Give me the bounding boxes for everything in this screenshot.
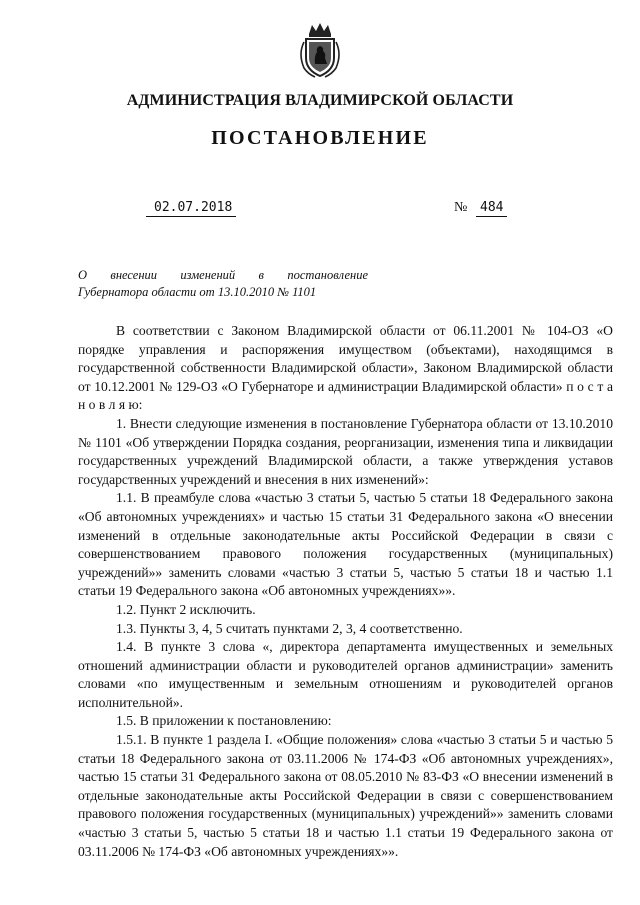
document-date: 02.07.2018: [146, 200, 236, 217]
body-paragraph: 1.2. Пункт 2 исключить.: [116, 601, 256, 617]
subject-line: Губернатора области от 13.10.2010 № 1101: [78, 285, 317, 299]
document-number: 484: [476, 200, 507, 217]
body-paragraph: В соответствии с Законом Владимирской области от 06.11.2001 № 104-ОЗ «О порядке управления и распоряжения имуществом (объектами), находящимся в государственной собственности Владимирской области», Законом Владимирской области от 10.12.2001 № 129-ОЗ «О Губернаторе и администрации Владимирской области» п о с т а н о в л я ю:: [78, 323, 613, 413]
document-subject: [78, 267, 368, 301]
number-label: №: [454, 200, 468, 215]
body-paragraph: 1.5. В приложении к постановлению:: [116, 713, 332, 729]
body-paragraph: 1.3. Пункты 3, 4, 5 считать пунктами 2, 3, 4 соответственно.: [116, 620, 463, 636]
body-paragraph: 1. Внести следующие изменения в постановление Губернатора области от 13.10.2010 № 1101 «Об утверждении Порядка создания, реорганизации, изменения типа и ликвидации государственных учреждений Владимирской области, а также утверждения уставов государственных учреждений и внесения в них изменений»:: [78, 415, 613, 487]
body-paragraph: 1.1. В преамбуле слова «частью 3 статьи 5, частью 5 статьи 18 Федерального закона «Об автономных учреждениях» и частью 15 статьи 31 Федерального закона «О внесении изменений в отдельные законодательные акты Российской Федерации в связи с совершенствованием правового положения государственных (муниципальных) учреждений»» заменить словами «частью 3 статьи 5, частью 5 статьи 18 и частью 1.1 статьи 19 Федерального закона «Об автономных учреждениях»».: [78, 490, 613, 599]
body-paragraph: 1.5.1. В пункте 1 раздела I. «Общие положения» слова «частью 3 статьи 5 и частью 5 статьи 18 Федерального закона от 03.11.2006 № 174-ФЗ «Об автономных учреждениях», частью 15 статьи 31 Федерального закона от 08.05.2010 № 83-ФЗ «О внесении изменений в отдельные законодательные акты Российской Федерации в связи с совершенствованием правового положения государственных (муниципальных) учреждений»» заменить словами «частью 3 статьи 5, частью 5 статьи 18 и частью 1.1 статьи 19 Федерального закона от 03.11.2006 № 174-ФЗ «Об автономных учреждениях»».: [78, 732, 613, 859]
document-type: ПОСТАНОВЛЕНИЕ: [211, 127, 429, 149]
document-body: [78, 322, 613, 861]
subject-line: О внесении изменений в постановление: [78, 268, 368, 282]
organization-name: АДМИНИСТРАЦИЯ ВЛАДИМИРСКОЙ ОБЛАСТИ: [126, 92, 514, 109]
coat-of-arms-icon: [295, 20, 345, 80]
body-paragraph: 1.4. В пункте 3 слова «, директора департамента имущественных и земельных отношений администрации области и руководителей органов администрации» заменить словами «по имущественным и земельным отношениям и руководителей органов исполнительной».: [78, 639, 613, 710]
